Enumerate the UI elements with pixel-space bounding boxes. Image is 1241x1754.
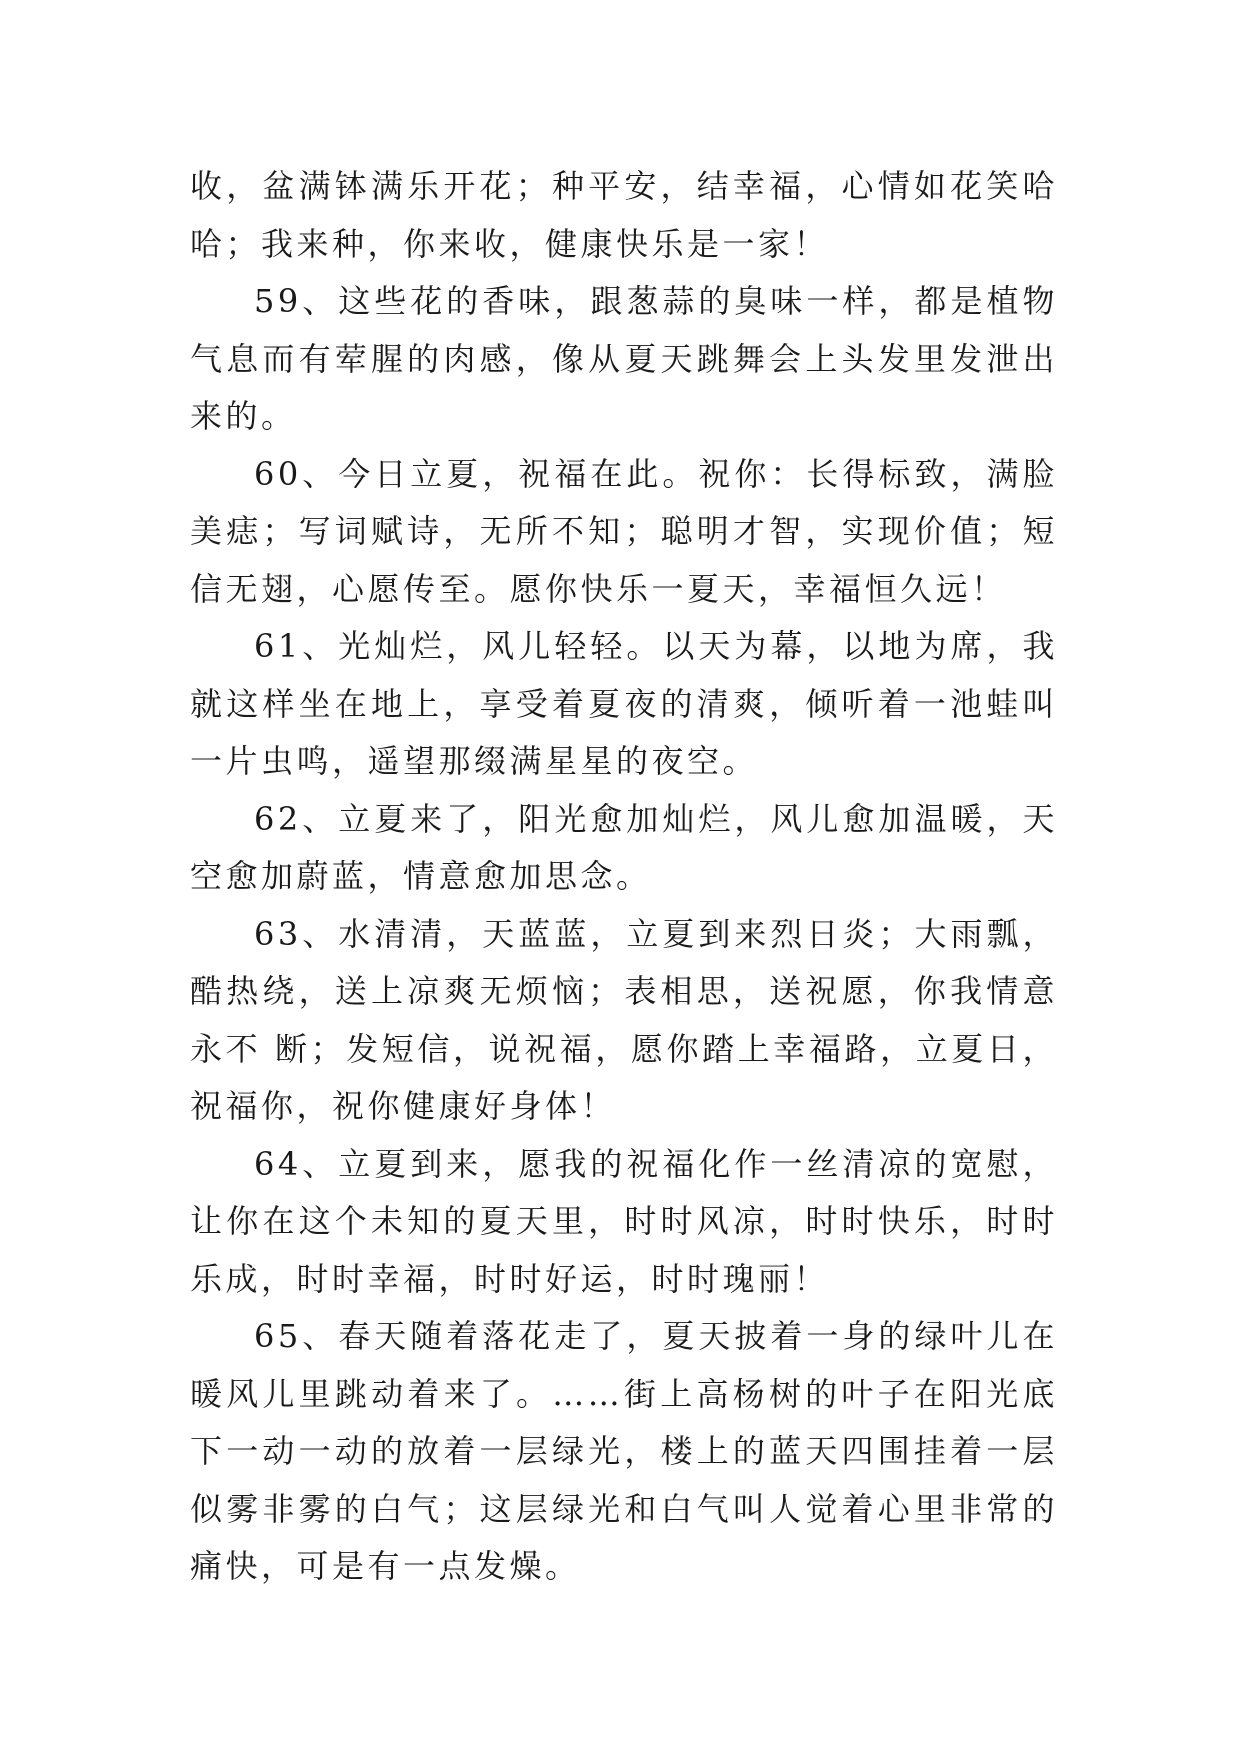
paragraph-61: 61、光灿烂，风儿轻轻。以天为幕，以地为席，我就这样坐在地上，享受着夏夜的清爽，倾听着一池蛙叫一片虫鸣，遥望那缀满星星的夜空。 xyxy=(190,627,1058,780)
paragraph-62: 62、立夏来了，阳光愈加灿烂，风儿愈加温暖，天空愈加蔚蓝，情意愈加思念。 xyxy=(190,799,1058,895)
paragraph-65: 65、春天随着落花走了，夏天披着一身的绿叶儿在暖风儿里跳动着来了。……街上高杨树的叶子在阳光底下一动一动的放着一层绿光，楼上的蓝天四围挂着一层似雾非雾的白气；这层绿光和白气叫人觉着心里非常的痛快，可是有一点发燥。 xyxy=(190,1317,1058,1585)
paragraph-63: 63、水清清，天蓝蓝，立夏到来烈日炎；大雨瓢，酷热绕，送上凉爽无烦恼；表相思，送祝愿，你我情意永不 断；发短信，说祝福，愿你踏上幸福路，立夏日，祝福你，祝你健康好身体！ xyxy=(190,914,1058,1125)
paragraph-59: 59、这些花的香味，跟葱蒜的臭味一样，都是植物气息而有荤腥的肉感，像从夏天跳舞会上头发里发泄出来的。 xyxy=(190,282,1058,435)
paragraph-64: 64、立夏到来，愿我的祝福化作一丝清凉的宽慰，让你在这个未知的夏天里，时时风凉，时时快乐，时时乐成，时时幸福，时时好运，时时瑰丽！ xyxy=(190,1144,1058,1298)
paragraph-60: 60、今日立夏，祝福在此。祝你：长得标致，满脸美痣；写词赋诗，无所不知；聪明才智，实现价值；短信无翅，心愿传至。愿你快乐一夏天，幸福恒久远！ xyxy=(190,454,1058,608)
paragraph-continuation: 收，盆满钵满乐开花；种平安，结幸福，心情如花笑哈哈；我来种，你来收，健康快乐是一家！ xyxy=(190,167,1058,263)
document-body xyxy=(190,158,1058,1596)
